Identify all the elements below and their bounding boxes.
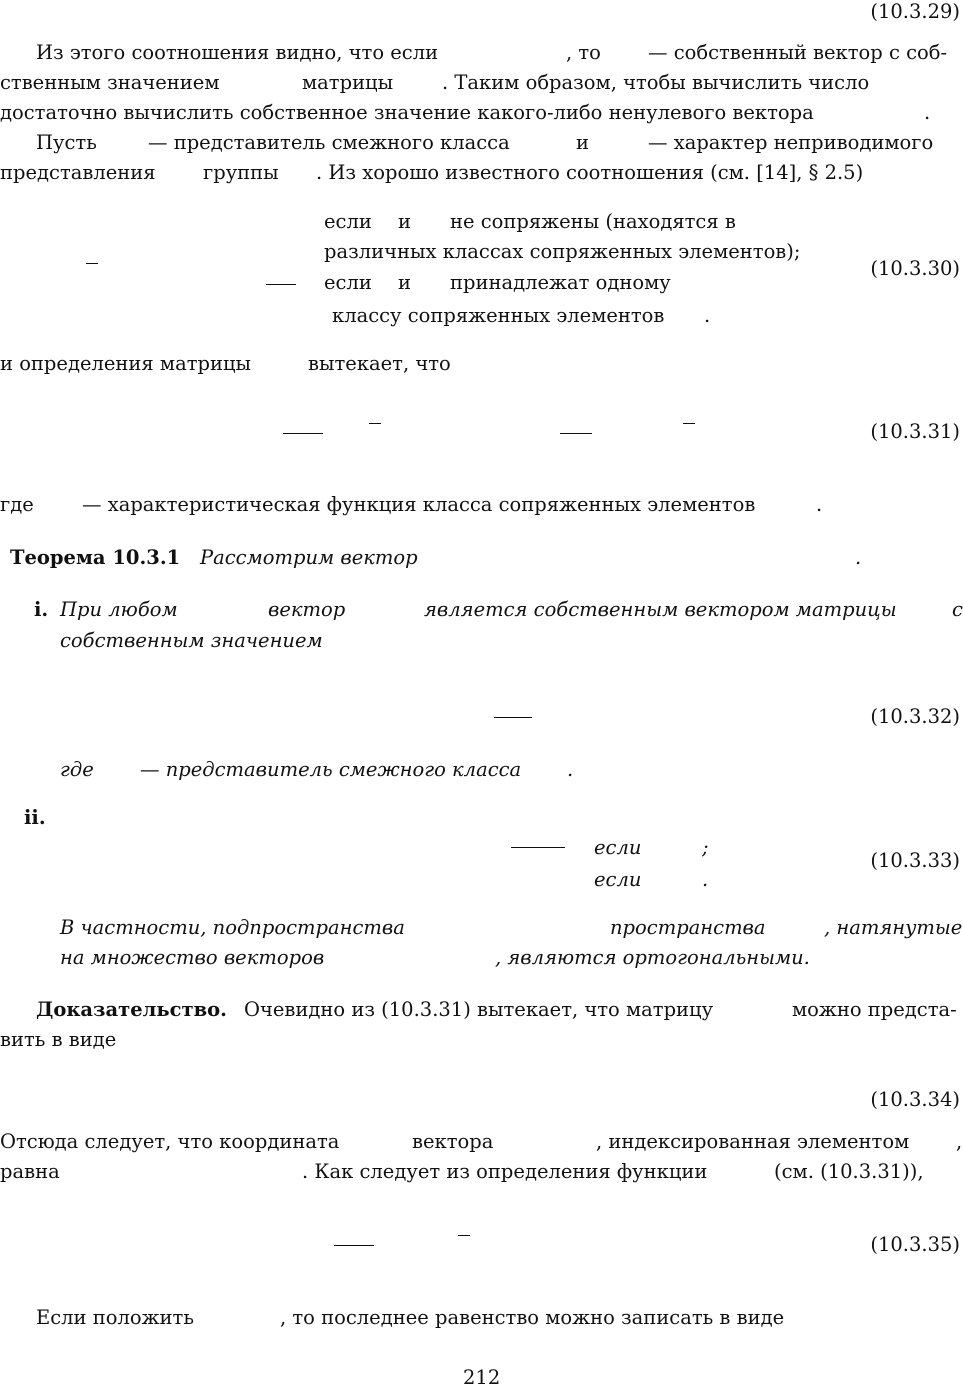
text-span: является собственным вектором матрицы <box>424 598 897 621</box>
equation-number: (10.3.34) <box>870 1088 960 1111</box>
fraction-bar <box>334 1245 374 1246</box>
fraction-bar <box>266 284 296 285</box>
text-span: с <box>952 598 963 621</box>
text-span: достаточно вычислить собственное значение какого-либо ненулевого вектора <box>0 101 814 124</box>
text-span: принадлежат одному <box>450 271 671 294</box>
text-span: , то <box>566 41 601 64</box>
text-span: — характер неприводимого <box>648 131 934 154</box>
text-span: . <box>855 546 862 569</box>
item-label-i: i. <box>34 598 49 621</box>
text-span: — характеристическая функция класса сопряженных элементов <box>82 493 756 516</box>
text-span: , <box>956 1130 963 1153</box>
minus-sign <box>369 423 381 424</box>
text-span: , индексированная элементом <box>596 1130 910 1153</box>
minus-sign <box>683 423 695 424</box>
text-span: вектор <box>268 598 346 621</box>
text-span: и <box>398 271 411 294</box>
text-span: вектора <box>412 1130 494 1153</box>
text-span: вить в виде <box>0 1028 117 1051</box>
text-span: ; <box>702 836 709 859</box>
text-span: В частности, подпространства <box>60 916 405 939</box>
fraction-bar <box>560 433 592 434</box>
text-span: , то последнее равенство можно записать в виде <box>280 1306 785 1329</box>
text-span: равна <box>0 1160 60 1183</box>
text-span: Если положить <box>36 1306 194 1329</box>
text-span: — представитель смежного класса <box>140 758 522 781</box>
minus-sign <box>86 263 98 264</box>
text-span: Пусть <box>36 131 97 154</box>
text-span: пространства <box>610 916 766 939</box>
text-span: Рассмотрим вектор <box>200 546 418 569</box>
text-span: При любом <box>60 598 178 621</box>
equation-number: (10.3.32) <box>870 705 960 728</box>
equation-number: (10.3.31) <box>870 420 960 443</box>
text-span: можно предста- <box>792 998 957 1021</box>
text-span: . <box>924 101 931 124</box>
text-span: . Как следует из определения функции <box>302 1160 708 1183</box>
text-span: , натянутые <box>824 916 963 939</box>
text-span: . Из хорошо известного соотношения (см. [14], § 2.5) <box>316 161 864 184</box>
text-span: — собственный вектор с соб- <box>648 41 948 64</box>
text-span: . <box>816 493 823 516</box>
proof-heading: Доказательство. <box>36 998 227 1021</box>
text-span: если <box>324 271 372 294</box>
text-span: Из этого соотношения видно, что если <box>36 41 439 64</box>
fraction-bar <box>511 847 565 848</box>
text-span: . <box>704 304 711 327</box>
text-span: , являются ортогональными. <box>495 946 810 969</box>
equation-number: (10.3.30) <box>870 257 960 280</box>
text-span: группы <box>203 161 279 184</box>
text-span: классу сопряженных элементов <box>332 304 665 327</box>
equation-number: (10.3.35) <box>870 1233 960 1256</box>
text-span: на множество векторов <box>60 946 325 969</box>
minus-sign <box>458 1235 470 1236</box>
theorem-heading: Теорема 10.3.1 <box>10 546 181 569</box>
text-span: различных классах сопряженных элементов); <box>324 240 801 263</box>
text-span: не сопряжены (находятся в <box>450 210 736 233</box>
text-span: собственным значением <box>60 629 323 652</box>
text-span: ственным значением <box>0 71 220 94</box>
text-span: матрицы <box>302 71 394 94</box>
text-span: (см. (10.3.31)), <box>774 1160 924 1183</box>
text-span: где <box>60 758 94 781</box>
fraction-bar <box>283 433 323 434</box>
text-span: вытекает, что <box>308 352 451 375</box>
text-span: и <box>398 210 411 233</box>
text-span: представления <box>0 161 156 184</box>
item-label-ii: ii. <box>24 806 46 829</box>
fraction-bar <box>494 717 532 718</box>
text-span: где <box>0 493 34 516</box>
text-span: Очевидно из (10.3.31) вытекает, что матрицу <box>244 998 714 1021</box>
text-span: . <box>567 758 574 781</box>
text-span: если <box>324 210 372 233</box>
text-span: если <box>594 836 642 859</box>
text-span: Отсюда следует, что координата <box>0 1130 340 1153</box>
equation-number: (10.3.33) <box>870 849 960 872</box>
equation-number-10-3-29: (10.3.29) <box>870 0 960 23</box>
text-span: . <box>702 868 709 891</box>
text-span: и <box>576 131 589 154</box>
text-span: и определения матрицы <box>0 352 252 375</box>
text-span: если <box>594 868 642 891</box>
text-span: . Таким образом, чтобы вычислить число <box>442 71 870 94</box>
text-span: — представитель смежного класса <box>148 131 510 154</box>
page-number: 212 <box>463 1366 501 1389</box>
